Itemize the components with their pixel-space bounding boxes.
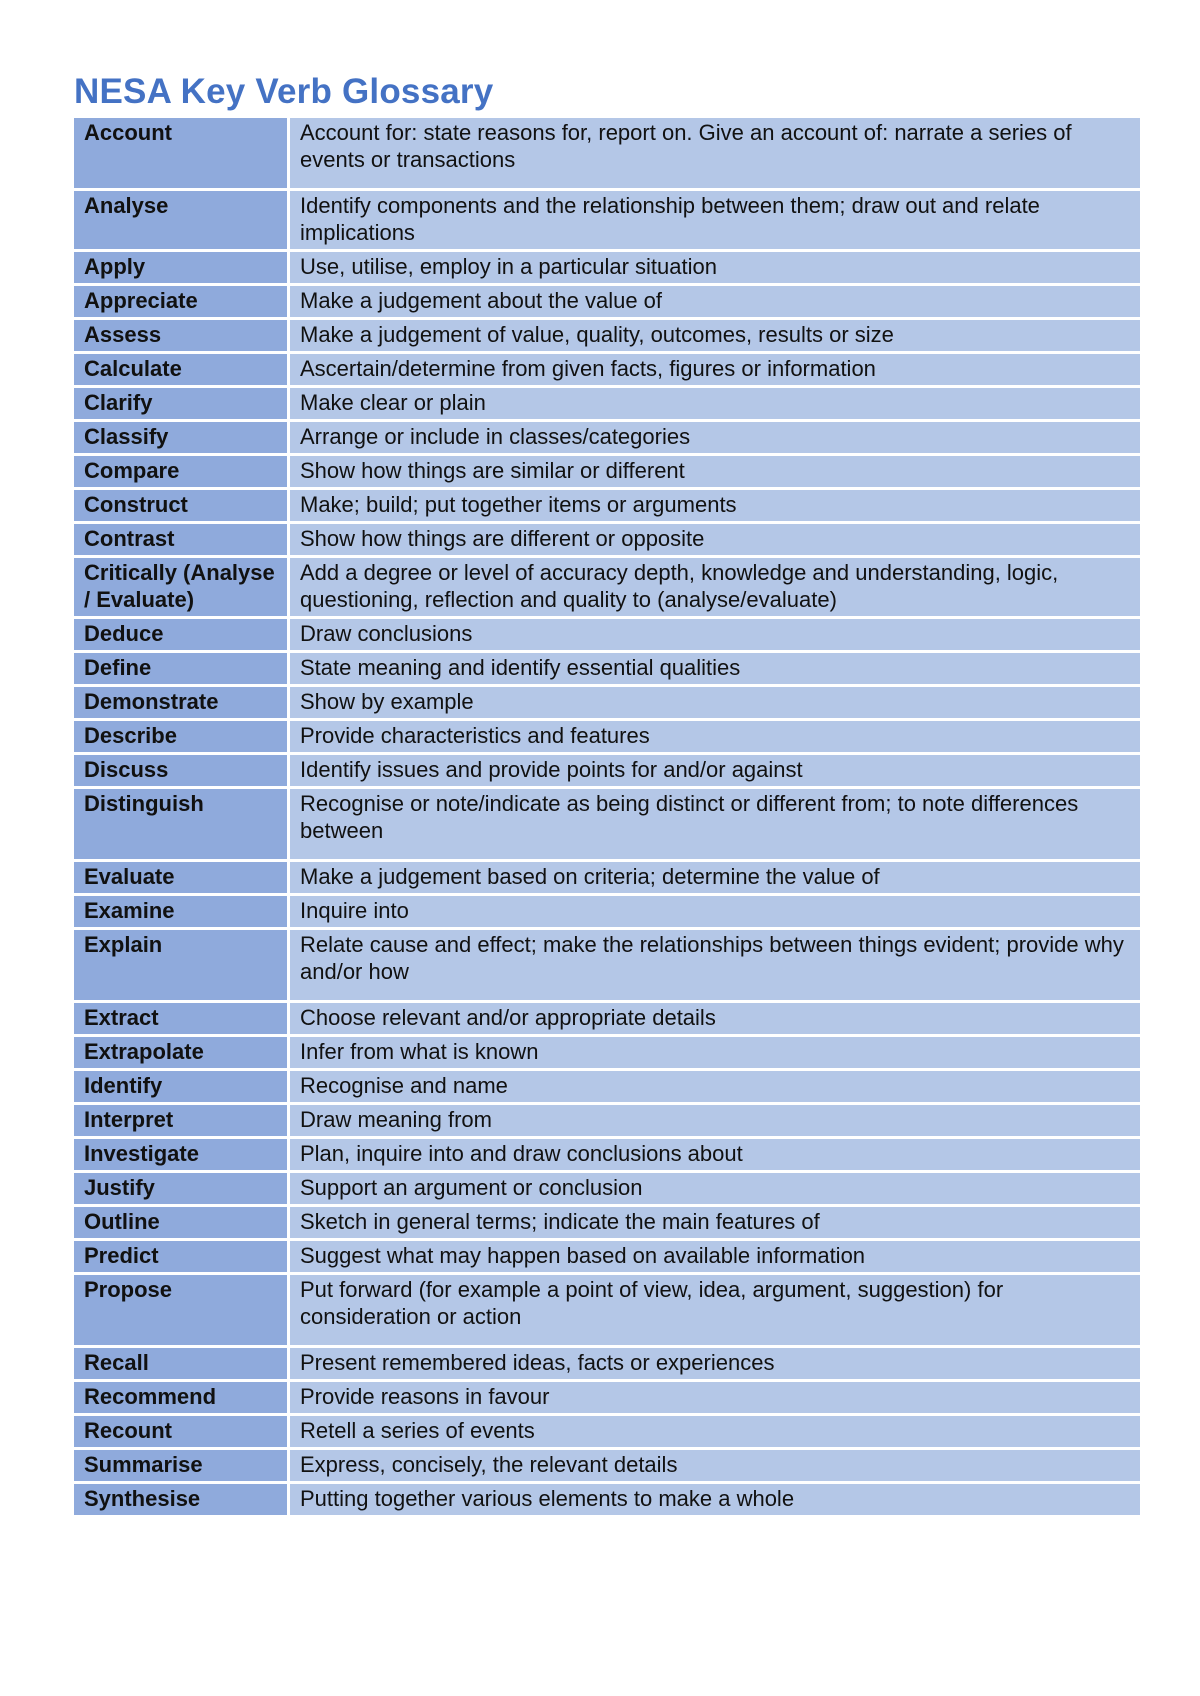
glossary-row — [74, 286, 1140, 317]
glossary-row — [74, 687, 1140, 718]
glossary-definition: Identify issues and provide points for and/or against — [290, 755, 1140, 786]
glossary-row — [74, 1450, 1140, 1481]
glossary-definition: Add a degree or level of accuracy depth, knowledge and understanding, logic, questioning, reflection and quality to (analyse/evaluate) — [290, 558, 1140, 616]
glossary-row — [74, 1173, 1140, 1204]
glossary-row — [74, 862, 1140, 893]
glossary-term: Investigate — [74, 1139, 290, 1170]
glossary-definition: Recognise or note/indicate as being distinct or different from; to note differences between — [290, 789, 1140, 859]
glossary-term: Predict — [74, 1241, 290, 1272]
glossary-definition: Identify components and the relationship between them; draw out and relate implications — [290, 191, 1140, 249]
glossary-row — [74, 1105, 1140, 1136]
glossary-row — [74, 721, 1140, 752]
glossary-row — [74, 1071, 1140, 1102]
glossary-row — [74, 354, 1140, 385]
glossary-term: Recommend — [74, 1382, 290, 1413]
glossary-term: Account — [74, 118, 290, 188]
glossary-term: Classify — [74, 422, 290, 453]
glossary-definition: Draw conclusions — [290, 619, 1140, 650]
glossary-definition: Suggest what may happen based on available information — [290, 1241, 1140, 1272]
glossary-term: Interpret — [74, 1105, 290, 1136]
glossary-term: Assess — [74, 320, 290, 351]
glossary-definition: Choose relevant and/or appropriate details — [290, 1003, 1140, 1034]
glossary-definition: Retell a series of events — [290, 1416, 1140, 1447]
glossary-row — [74, 1037, 1140, 1068]
glossary-row — [74, 653, 1140, 684]
glossary-row — [74, 930, 1140, 1000]
glossary-row — [74, 789, 1140, 859]
glossary-term: Distinguish — [74, 789, 290, 859]
glossary-term: Clarify — [74, 388, 290, 419]
glossary-term: Define — [74, 653, 290, 684]
glossary-term: Evaluate — [74, 862, 290, 893]
glossary-row — [74, 1241, 1140, 1272]
glossary-term: Contrast — [74, 524, 290, 555]
glossary-definition: Make clear or plain — [290, 388, 1140, 419]
glossary-definition: Arrange or include in classes/categories — [290, 422, 1140, 453]
glossary-row — [74, 320, 1140, 351]
glossary-row — [74, 558, 1140, 616]
glossary-definition: Account for: state reasons for, report on. Give an account of: narrate a series of events or transactions — [290, 118, 1140, 188]
glossary-definition: Plan, inquire into and draw conclusions about — [290, 1139, 1140, 1170]
glossary-definition: Make a judgement of value, quality, outcomes, results or size — [290, 320, 1140, 351]
glossary-term: Analyse — [74, 191, 290, 249]
glossary-term: Construct — [74, 490, 290, 521]
glossary-definition: Make; build; put together items or arguments — [290, 490, 1140, 521]
glossary-term: Demonstrate — [74, 687, 290, 718]
glossary-row — [74, 252, 1140, 283]
glossary-row — [74, 1382, 1140, 1413]
glossary-definition: Show how things are similar or different — [290, 456, 1140, 487]
page-title: NESA Key Verb Glossary — [74, 72, 494, 111]
glossary-definition: Support an argument or conclusion — [290, 1173, 1140, 1204]
glossary-row — [74, 422, 1140, 453]
glossary-definition: Put forward (for example a point of view, idea, argument, suggestion) for consideration or action — [290, 1275, 1140, 1345]
glossary-definition: Recognise and name — [290, 1071, 1140, 1102]
glossary-term: Apply — [74, 252, 290, 283]
glossary-body — [74, 118, 1140, 1515]
glossary-term: Synthesise — [74, 1484, 290, 1515]
glossary-term: Justify — [74, 1173, 290, 1204]
glossary-definition: Provide reasons in favour — [290, 1382, 1140, 1413]
glossary-term: Identify — [74, 1071, 290, 1102]
glossary-term: Recount — [74, 1416, 290, 1447]
glossary-term: Propose — [74, 1275, 290, 1345]
glossary-table — [74, 115, 1140, 1518]
glossary-row — [74, 755, 1140, 786]
glossary-definition: Ascertain/determine from given facts, figures or information — [290, 354, 1140, 385]
glossary-row — [74, 524, 1140, 555]
glossary-term: Outline — [74, 1207, 290, 1238]
glossary-row — [74, 490, 1140, 521]
glossary-definition: Draw meaning from — [290, 1105, 1140, 1136]
glossary-definition: Inquire into — [290, 896, 1140, 927]
glossary-definition: Express, concisely, the relevant details — [290, 1450, 1140, 1481]
glossary-row — [74, 388, 1140, 419]
glossary-definition: State meaning and identify essential qualities — [290, 653, 1140, 684]
glossary-term: Extract — [74, 1003, 290, 1034]
glossary-row — [74, 1275, 1140, 1345]
glossary-row — [74, 896, 1140, 927]
glossary-row — [74, 118, 1140, 188]
glossary-term: Calculate — [74, 354, 290, 385]
glossary-definition: Show by example — [290, 687, 1140, 718]
glossary-definition: Infer from what is known — [290, 1037, 1140, 1068]
glossary-row — [74, 619, 1140, 650]
glossary-term: Appreciate — [74, 286, 290, 317]
glossary-term: Discuss — [74, 755, 290, 786]
glossary-term: Extrapolate — [74, 1037, 290, 1068]
glossary-definition: Use, utilise, employ in a particular situation — [290, 252, 1140, 283]
glossary-row — [74, 191, 1140, 249]
glossary-definition: Present remembered ideas, facts or experiences — [290, 1348, 1140, 1379]
glossary-row — [74, 1348, 1140, 1379]
glossary-definition: Relate cause and effect; make the relationships between things evident; provide why and/or how — [290, 930, 1140, 1000]
glossary-definition: Show how things are different or opposite — [290, 524, 1140, 555]
glossary-term: Summarise — [74, 1450, 290, 1481]
glossary-definition: Make a judgement based on criteria; determine the value of — [290, 862, 1140, 893]
glossary-term: Critically (Analyse / Evaluate) — [74, 558, 290, 616]
glossary-term: Recall — [74, 1348, 290, 1379]
glossary-term: Compare — [74, 456, 290, 487]
glossary-definition: Putting together various elements to make a whole — [290, 1484, 1140, 1515]
glossary-term: Describe — [74, 721, 290, 752]
glossary-definition: Make a judgement about the value of — [290, 286, 1140, 317]
glossary-definition: Sketch in general terms; indicate the main features of — [290, 1207, 1140, 1238]
glossary-term: Examine — [74, 896, 290, 927]
glossary-row — [74, 1003, 1140, 1034]
glossary-row — [74, 1139, 1140, 1170]
glossary-row — [74, 456, 1140, 487]
glossary-row — [74, 1484, 1140, 1515]
glossary-row — [74, 1207, 1140, 1238]
glossary-term: Explain — [74, 930, 290, 1000]
glossary-definition: Provide characteristics and features — [290, 721, 1140, 752]
glossary-row — [74, 1416, 1140, 1447]
glossary-term: Deduce — [74, 619, 290, 650]
